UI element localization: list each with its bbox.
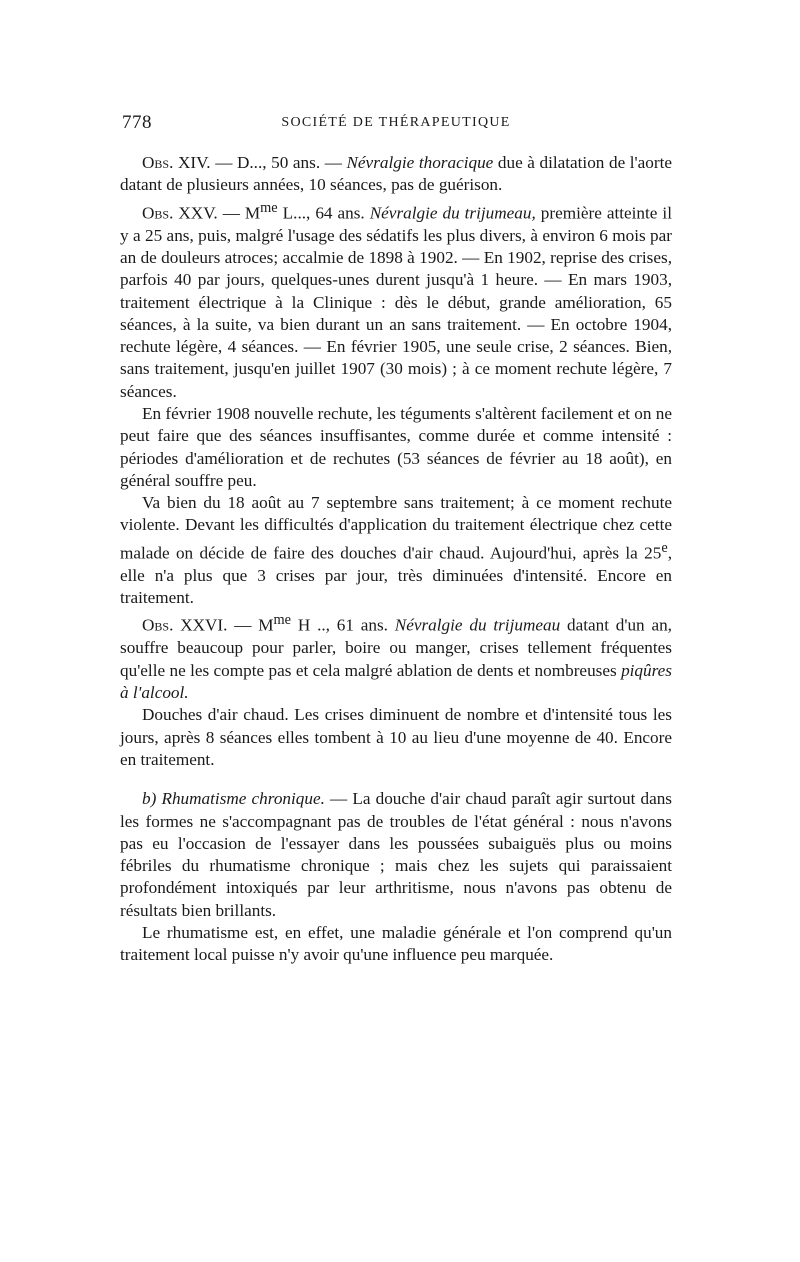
text-run: due à dilatation de l'aorte datant de plusieurs années, 10 séances, pas de guérison.: [120, 153, 673, 195]
page-header: [120, 112, 672, 138]
italic-text: Névralgie du trijumeau: [394, 616, 561, 636]
italic-text: Rhumatisme chronique.: [161, 789, 325, 809]
text-run: — D..., 50 ans. —: [210, 153, 347, 172]
text-run: L..., 64 ans.: [277, 203, 370, 223]
superscript: me: [260, 199, 278, 216]
text-run: première atteinte il y a 25 ans, puis, malgré l'usage des sédatifs les plus divers, à environ 6 mois par an de douleurs atroces; accalmie de 1898 à 1902. — En 1902, reprise des crises, parfois 40 par jours, quelques-unes durent jusqu'à 1 heure. — En mars 1903, traitement électrique à la Clinique : dès le début, grande amélioration, 65 séances, à la suite, va bien durant un an sans traitement. — En octobre 1904, rechute légère, 4 séances. — En février 1905, une seule crise, 2 séances. Bien, sans traitement, jusqu'en juillet 1907 (30 mois) ; à ce moment rechute légère, 7 séances.: [120, 203, 672, 401]
observation-label: Obs. XIV.: [142, 153, 211, 172]
paragraph: [120, 492, 672, 609]
running-title: SOCIÉTÉ DE THÉRAPEUTIQUE: [281, 115, 511, 130]
text-run: Le rhumatisme est, en effet, une maladie générale et l'on comprend qu'un traitement local puisse n'y avoir qu'une influence peu marquée.: [120, 923, 672, 965]
paragraph: [120, 609, 672, 704]
observation-label: Obs. XXVI.: [142, 616, 228, 636]
paragraph: [120, 403, 672, 492]
italic-text: b): [142, 789, 162, 809]
superscript: e: [661, 539, 668, 556]
text-run: — M: [217, 203, 261, 223]
text-run: Va bien du 18 août au 7 septembre sans traitement; à ce moment rechute violente. Devant les difficultés d'application du traitement électrique chez cette malade on décide de faire des douches d'air chaud. Aujourd'hui, après la 25: [120, 493, 672, 563]
text-run: , elle n'a plus que 3 crises par jour, très diminuées d'intensité. Encore en traitement.: [120, 543, 672, 608]
paragraph: [120, 704, 672, 771]
page-number: 778: [122, 112, 152, 133]
paragraph: [120, 788, 672, 922]
text-run: Douches d'air chaud. Les crises diminuent de nombre et d'intensité tous les jours, après 8 séances elles tombent à 10 au lieu d'une moyenne de 40. Encore en traitement.: [120, 705, 672, 769]
superscript: me: [273, 612, 292, 629]
paragraph: [120, 197, 672, 403]
text-run: — La douche d'air chaud paraît agir surtout dans les formes ne s'accompagnant pas de troubles de l'état général : nous n'avons pas eu l'occasion de l'essayer dans les poussées subaiguës plus ou moins fébriles du rhumatisme chronique ; mais chez les sujets qui paraissaient profondément intoxiqués par leur arthritisme, nous n'avons pas obtenu de résultats bien brillants.: [120, 789, 672, 920]
book-page: [120, 112, 672, 967]
text-run: H .., 61 ans.: [291, 616, 395, 636]
italic-text: Névralgie du trijumeau,: [369, 203, 536, 223]
italic-text: Névralgie thoracique: [346, 153, 494, 172]
text-run: — M: [227, 616, 274, 636]
text-run: En février 1908 nouvelle rechute, les téguments s'altèrent facilement et on ne peut faire que des séances insuffisantes, comme durée et comme intensité : périodes d'amélioration et de rechutes (53 séances de février au 18 août), en général souffre peu.: [120, 404, 672, 490]
paragraph: [120, 922, 672, 967]
body-text: [120, 152, 672, 967]
observation-label: Obs. XXV.: [142, 203, 218, 223]
italic-text: piqûres à l'alcool.: [120, 660, 672, 703]
paragraph: [120, 152, 672, 197]
text-run: datant d'un an, souffre beaucoup pour parler, boire ou manger, crises tellement fréquentes qu'elle ne les compte pas et cela malgré ablation de dents et nombreuses: [120, 616, 672, 680]
